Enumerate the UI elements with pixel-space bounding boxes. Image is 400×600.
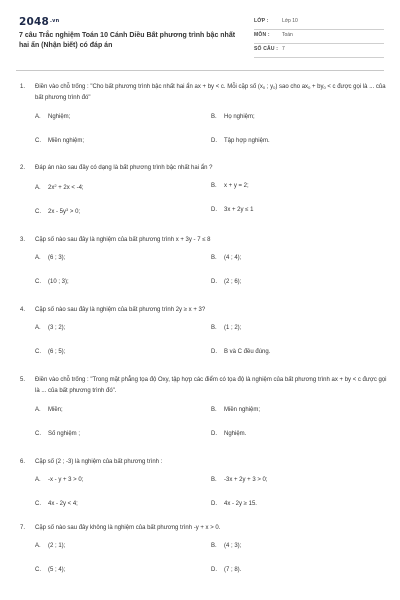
option-text: 4x - 2y < 4; [48, 501, 78, 507]
option-text: $2x^2 + 2x < -4$; [48, 183, 84, 191]
question-body: Cặp số nào sau đây không là nghiệm của bất phương trình -y + x > 0. [35, 525, 221, 531]
option-text: (7 ; 8). [224, 567, 242, 573]
meta-subject [254, 30, 384, 44]
meta-subject-value: Toán [282, 32, 293, 38]
option-d[interactable] [211, 501, 257, 507]
option-text: (2 ; 1); [48, 543, 66, 549]
option-a[interactable] [35, 183, 84, 191]
option-text: Họ nghiệm; [224, 114, 255, 120]
option-b[interactable] [211, 325, 241, 331]
option-b[interactable] [211, 543, 241, 549]
option-d[interactable] [211, 138, 270, 144]
question-body: Điền vào chỗ trống : "Cho bất phương trình bậc nhất hai ẩn ax + by < c. Mỗi cặp số ($x_0$ ; $y_0$) sao cho $ax_0 + by_0 < c$ được gọi là ... của bất phương trình đó" [35, 84, 386, 101]
option-letter: D. [211, 501, 217, 507]
option-text: (4 ; 3); [224, 543, 242, 549]
meta-subject-label: MÔN : [254, 32, 270, 38]
option-letter: A. [35, 185, 41, 191]
option-letter: B. [211, 543, 217, 549]
meta-count-label: SỐ CÂU : [254, 46, 279, 52]
header-divider [16, 70, 384, 71]
option-letter: C. [35, 431, 41, 437]
page-header [0, 0, 400, 62]
option-letter: C. [35, 567, 41, 573]
option-letter: D. [211, 279, 217, 285]
option-text: Miền nghiệm; [224, 407, 261, 413]
option-letter: D. [211, 431, 217, 437]
option-d[interactable] [211, 349, 270, 355]
option-d[interactable] [211, 431, 246, 437]
option-text: -3x + 2y + 3 > 0; [224, 477, 268, 483]
option-d[interactable] [211, 279, 241, 285]
option-text: (1 ; 2); [224, 325, 242, 331]
question-number: 7. [20, 525, 26, 531]
question-number: 5. [20, 377, 26, 383]
option-c[interactable] [35, 431, 80, 437]
question-body: Cặp số (2 ; -3) là nghiệm của bất phương trình : [35, 459, 163, 465]
question-body: Cặp số nào sau đây là nghiệm của bất phương trình x + 3y - 7 ≤ 8 [35, 237, 211, 243]
option-text: -x - y + 3 > 0; [48, 477, 84, 483]
option-letter: C. [35, 209, 41, 215]
option-letter: D. [211, 349, 217, 355]
option-a[interactable] [35, 477, 83, 483]
option-letter: B. [211, 114, 217, 120]
option-letter: D. [211, 567, 217, 573]
meta-count [254, 44, 384, 58]
option-b[interactable] [211, 255, 241, 261]
question-number: 6. [20, 459, 26, 465]
option-text: Nghiệm; [48, 114, 71, 120]
option-text: (3 ; 2); [48, 325, 66, 331]
question-body: Điền vào chỗ trống : "Trong mặt phẳng tọa độ Oxy, tập hợp các điểm có tọa độ là nghiệm của bất phương trình ax + by < c được gọi là ... của bất phương trình đó". [35, 377, 387, 394]
question-number: 3. [20, 237, 26, 243]
option-letter: C. [35, 138, 41, 144]
option-letter: D. [211, 138, 217, 144]
option-text: B và C đều đúng. [224, 349, 271, 355]
option-letter: A. [35, 114, 41, 120]
option-letter: B. [211, 255, 217, 261]
option-letter: D. [211, 207, 217, 213]
option-text: 4x - 2y ≥ 15. [224, 501, 257, 507]
question-body: Cặp số nào sau đây là nghiệm của bất phương trình 2y ≥ x + 3? [35, 307, 206, 313]
option-a[interactable] [35, 543, 65, 549]
option-a[interactable] [35, 114, 70, 120]
option-c[interactable] [35, 138, 84, 144]
option-letter: B. [211, 477, 217, 483]
option-text: (5 ; 4); [48, 567, 66, 573]
option-letter: A. [35, 325, 41, 331]
site-logo[interactable]: $2048^{.vn}$ [19, 16, 60, 28]
question-number: 2. [20, 165, 26, 171]
option-c[interactable] [35, 279, 69, 285]
question-number: 4. [20, 307, 26, 313]
option-letter: A. [35, 477, 41, 483]
option-letter: B. [211, 407, 217, 413]
option-text: Miền; [48, 407, 63, 413]
option-letter: B. [211, 325, 217, 331]
option-letter: A. [35, 407, 41, 413]
option-b[interactable] [211, 407, 260, 413]
option-letter: C. [35, 501, 41, 507]
option-c[interactable] [35, 349, 65, 355]
option-c[interactable] [35, 567, 65, 573]
option-text: $2x - 5y^3 > 0$; [48, 207, 81, 215]
option-letter: A. [35, 543, 41, 549]
page-title: 7 câu Trắc nghiệm Toán 10 Cánh Diều Bất phương trình bậc nhất hai ẩn (Nhận biết) có đáp án [19, 32, 236, 49]
option-text: (10 ; 3); [48, 279, 69, 285]
option-d[interactable] [211, 567, 241, 573]
option-a[interactable] [35, 255, 65, 261]
option-letter: A. [35, 255, 41, 261]
meta-grade [254, 16, 384, 30]
option-text: Tập hợp nghiệm. [224, 138, 270, 144]
option-text: 3x + 2y ≤ 1 [224, 207, 254, 213]
option-text: x + y = 2; [224, 183, 249, 189]
option-text: (2 ; 6); [224, 279, 242, 285]
meta-count-value: 7 [282, 46, 285, 52]
option-b[interactable] [211, 477, 268, 483]
option-d[interactable] [211, 207, 253, 213]
option-text: Số nghiệm ; [48, 431, 81, 437]
question-number: 1. [20, 84, 26, 90]
option-c[interactable] [35, 207, 80, 215]
option-text: (6 ; 5); [48, 349, 66, 355]
option-text: (4 ; 4); [224, 255, 242, 261]
option-a[interactable] [35, 407, 63, 413]
option-text: Miền nghiệm; [48, 138, 85, 144]
option-a[interactable] [35, 325, 65, 331]
option-c[interactable] [35, 501, 78, 507]
option-text: Nghiệm. [224, 431, 247, 437]
option-b[interactable] [211, 183, 249, 189]
option-letter: C. [35, 349, 41, 355]
meta-grade-label: LỚP : [254, 18, 269, 24]
option-b[interactable] [211, 114, 255, 120]
option-letter: B. [211, 183, 217, 189]
meta-grade-value: Lớp 10 [282, 18, 298, 24]
option-letter: C. [35, 279, 41, 285]
question-body: Đáp án nào sau đây có dạng là bất phương trình bậc nhất hai ẩn ? [35, 165, 213, 171]
option-text: (6 ; 3); [48, 255, 66, 261]
